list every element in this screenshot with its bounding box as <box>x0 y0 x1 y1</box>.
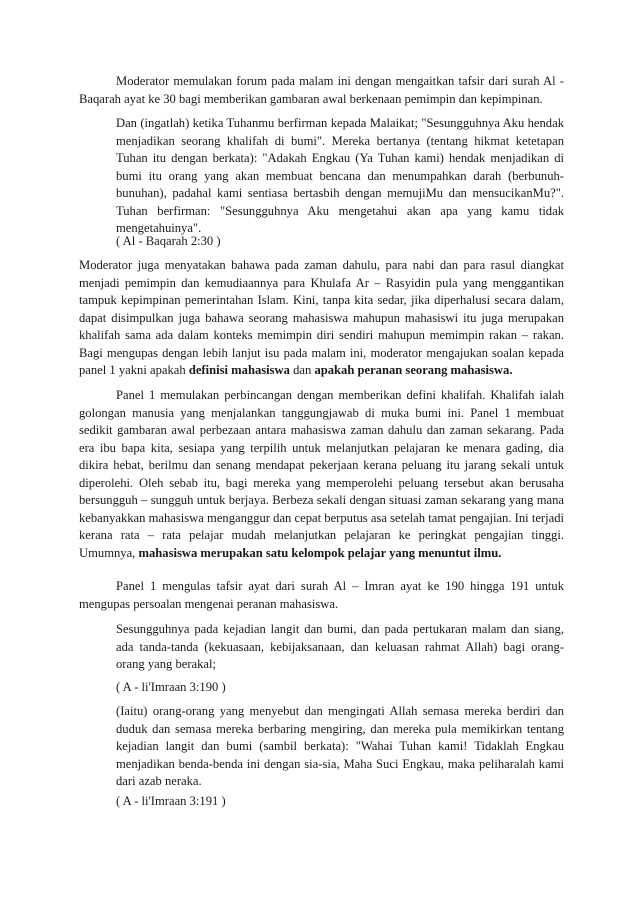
quran-quote-baqarah-30: Dan (ingatlah) ketika Tuhanmu berfirman kepada Malaikat; "Sesungguhnya Aku hendak menjadikan seorang khalifah di bumi". Mereka bertanya (tentang hikmat ketetapan Tuhan itu dengan berkata): "Adakah Engkau (Ya Tuhan kami) hendak menjadikan di bumi itu orang yang akan membuat bencana dan menumpahkan darah (berbunuh-bunuhan), padahal kami sentiasa bertasbih dengan memujiMu dan mensucikanMu?". Tuhan berfirman: "Sesungguhnya Aku mengetahui akan apa yang kamu tidak mengetahuinya". <box>116 116 564 235</box>
paragraph-moderator-text: Moderator juga menyatakan bahawa pada zaman dahulu, para nabi dan para rasul diangkat menjadi pemimpin dan kemudiaannya para Khulafa Ar – Rasyidin pula yang menggantikan tampuk kepimpinan pemerintahan Islam. Kini, tanpa kita sedar, jika diperhalusi secara dalam, dapat disimpulkan juga bahawa seorang mahasiswa mahupun mahasiswi itu juga merupakan khalifah sama ada dalam konteks memimpin diri sendiri mahupun memimpin rakan – rakan. Bagi mengupas dengan lebih lanjut isu pada malam ini, moderator mengajukan soalan kepada panel 1 yakni apakah <box>79 258 564 377</box>
paragraph-panel-1-definition <box>79 387 564 562</box>
emphasis-mahasiswa-definition: mahasiswa merupakan satu kelompok pelajar yang menuntut ilmu. <box>138 545 502 560</box>
quran-quote-imran-190: Sesungguhnya pada kejadian langit dan bumi, dan pada pertukaran malam dan siang, ada tanda-tanda (kekuasaan, kebijaksanaan, dan keluasan rahmat Allah) bagi orang-orang yang berakal; <box>116 622 564 671</box>
verse-reference-baqarah: ( Al - Baqarah 2:30 ) <box>116 234 221 248</box>
verse-reference-imran-191: ( A - li'Imraan 3:191 ) <box>116 794 226 808</box>
verse-reference-imran-190: ( A - li'Imraan 3:190 ) <box>116 680 226 694</box>
paragraph-moderator-conjunction: dan <box>293 363 312 377</box>
emphasis-definisi-mahasiswa: definisi mahasiswa <box>188 363 290 377</box>
paragraph-panel-1-text: Panel 1 memulakan perbincangan dengan memberikan defini khalifah. Khalifah ialah golongan manusia yang menjalankan tanggungjawab di muka bumi ini. Panel 1 membuat sedikit gambaran awal perbezaan antara mahasiswa zaman dahulu dan zaman sekarang. Pada era ibu bapa kita, sesiapa yang terpilih untuk melanjutkan pelajaran ke menara gading, dia dikira hebat, berilmu dan senang mendapat pekerjaan kerana peluang itu jarang sekali untuk diperolehi. Oleh sebab itu, bagi mereka yang memperolehi peluang tersebut akan berusaha bersungguh – sungguh untuk berjaya. Berbeza sekali dengan situasi zaman sekarang yang mana kebanyakkan mahasiswa menganggur dan cepat berputus asa setelah tamat pengajian. Ini terjadi kerana rata – rata pelajar mudah melanjutkan pelajaran ke peringkat pengajian tinggi. Umumnya, <box>79 388 564 560</box>
emphasis-peranan-mahasiswa: apakah peranan seorang mahasiswa. <box>314 363 513 377</box>
paragraph-moderator <box>79 257 564 380</box>
paragraph-intro: Moderator memulakan forum pada malam ini dengan mengaitkan tafsir dari surah Al - Baqarah ayat ke 30 bagi memberikan gambaran awal berkenaan pemimpin dan kepimpinan. <box>79 74 564 106</box>
paragraph-panel-1-tafsir: Panel 1 mengulas tafsir ayat dari surah Al – Imran ayat ke 190 hingga 191 untuk mengupas persoalan mengenai peranan mahasiswa. <box>79 579 564 611</box>
quran-quote-imran-191: (Iaitu) orang-orang yang menyebut dan mengingati Allah semasa mereka berdiri dan duduk dan semasa mereka berbaring mengiring, dan mereka pula memikirkan tentang kejadian langit dan bumi (sambil berkata): "Wahai Tuhan kami! Tidaklah Engkau menjadikan benda-benda ini dengan sia-sia, Maha Suci Engkau, maka peliharalah kami dari azab neraka. <box>116 704 564 788</box>
